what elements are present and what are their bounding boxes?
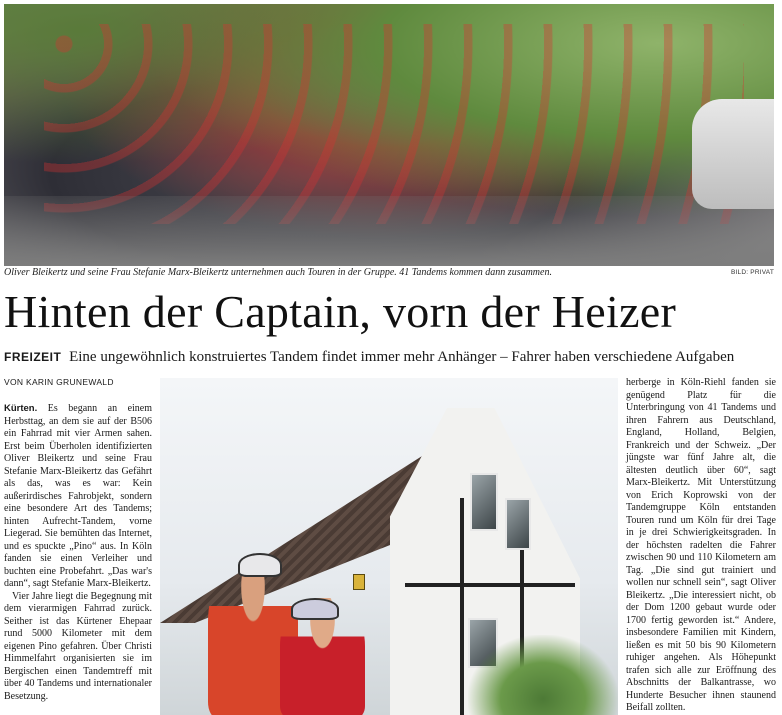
tree: [468, 635, 618, 715]
cyclist-crowd: [44, 24, 744, 224]
article-byline: VON KARIN GRUNEWALD: [4, 377, 114, 387]
wall-lamp: [353, 574, 365, 590]
house-window: [470, 473, 498, 531]
article-subheadline-row: [4, 347, 776, 367]
article-column-left: [4, 403, 152, 703]
helmet-icon: [291, 598, 339, 620]
photo-ground: [4, 196, 774, 266]
article-subheadline: Eine ungewöhnlich konstruiertes Tandem findet immer mehr Anhänger – Fahrer haben verschiedene Aufgaben: [69, 349, 735, 365]
article-column-right: [626, 377, 776, 715]
house-window: [505, 498, 531, 550]
timber-beam: [405, 583, 575, 587]
article-headline: Hinten der Captain, vorn der Heizer: [4, 286, 677, 337]
parked-car: [692, 99, 774, 209]
paragraph: [4, 403, 152, 591]
paragraph-text: Es begann an einem Herbsttag, an dem sie auf der B506 ein Fahrrad mit vier Armen sahen. Erst beim Überholen identifizierten Oliver Bleikertz und seine Frau Stefanie Marx-Bleikertz das Gefährt als das, was es war: Kein außerirdisches Fahrobjekt, sondern eine besondere Art des Tandems; hinten Aufrecht-Tandem, vorne Liegerad. Sie bemühten das Internet, und es spuckte „Pino“ aus. In Köln fanden sie einen Verleiher und buchten eine Probefahrt. „Das war's dann“, sagt Stefanie Marx-Bleikertz.: [4, 403, 152, 589]
tandem-couple-photo: [160, 378, 618, 715]
article-kicker: FREIZEIT: [4, 350, 62, 364]
paragraph: Vier Jahre liegt die Begegnung mit dem vierarmigen Fahrrad zurück. Seither ist das Kürtener Ehepaar rund 5000 Kilometer mit dem eigenen Pino gefahren. Über Christi Himmelfahrt organisierten sie im Bergischen einen Tandemtreff mit über 40 Tandems und internationaler Besetzung.: [4, 590, 152, 702]
dateline-place: Kürten.: [4, 403, 38, 414]
timber-beam: [460, 498, 464, 715]
helmet-icon: [238, 553, 282, 577]
photo-caption-row: [4, 267, 774, 281]
paragraph: herberge in Köln-Riehl fanden sie genügend Platz für die Unterbringung von 41 Tandems und ihren Fahrern aus Deutschland, England, Holland, Belgien, Frankreich und der Schweiz. „Der jüngste war fünf Jahre alt, die ältesten deutlich über 60“, sagt Marx-Bleikertz. Mit Unterstützung von Erich Koprowski von der Tandemgruppe Köln entstanden Touren rund um Köln für drei Tage in je drei Schwierigkeitsgraden. In der höchsten radelten die Fahrer zwischen 90 und 110 Kilometern am Tag. „Die sind gut trainiert und wollen nur schnell sein“, sagt Oliver Bleikertz. „Die interessiert nicht, ob der Dom 1200 gebaut wurde oder 1700 fertig geworden ist.“ Andere, insbesondere Familien mit Kindern, ließen es mit 50 bis 90 Kilometern ruhiger angehen. Als Höhepunkt trafen sich alle zur Eröffnung des Abschnitts der Balkantrasse, wo Hunderte Besucher ihnen staunend Beifall zollten.: [626, 377, 776, 713]
group-photo: [4, 4, 774, 266]
photo-caption: Oliver Bleikertz und seine Frau Stefanie Marx-Bleikertz unternehmen auch Touren in der Gruppe. 41 Tandems kommen dann zusammen.: [4, 267, 552, 278]
photo-credit: BILD: PRIVAT: [731, 269, 774, 276]
